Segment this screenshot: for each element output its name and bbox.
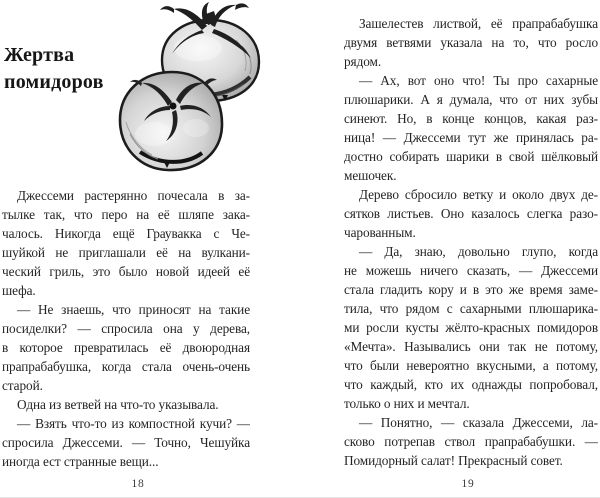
text-line: тылке так, что перо на её шляпе зака- <box>2 207 250 222</box>
text-line: рядом. <box>344 54 382 69</box>
text-line: плюшарики. А я думала, что от них зубы <box>344 92 598 107</box>
text-line: достно собирать шарики в свой шёлковый <box>344 149 598 164</box>
text-line: Помидорный салат! Прекрасный совет. <box>344 453 563 468</box>
text-line: иногда ест странные вещи... <box>2 454 159 469</box>
text-line: Зашелестев листвой, её прапрабабушка <box>359 16 598 31</box>
text-line: прапрабабушка, когда стала очень-очень <box>2 359 250 374</box>
text-line: — Понятно, — сказала Джессеми, ла- <box>359 415 598 430</box>
text-line: ми росли кусты жёлто-красных помидоров <box>344 320 598 335</box>
text-line: ница! — Джессеми тут же принялась ра- <box>344 130 598 145</box>
left-page-number: 18 <box>131 478 145 490</box>
chapter-title-line1: Жертва <box>4 44 75 66</box>
text-line: чалось. Никогда ещё Граувакка с Че- <box>2 226 250 241</box>
text-line: что были невероятно вкусными, а потому, <box>344 358 598 373</box>
text-line: шуйкой не приглашали её на вулкани- <box>2 245 250 260</box>
text-line: двумя ветвями указала на то, что росло <box>344 35 598 50</box>
text-line: мешочек. <box>344 168 397 183</box>
text-line: старой. <box>2 378 43 393</box>
text-line: сково потрепав ствол прапрабабушки. — <box>344 434 598 449</box>
text-line: — Ах, вот оно что! Ты про сахарные <box>359 73 598 88</box>
text-line: Одна из ветвей на что-то указывала. <box>17 397 219 412</box>
two-tomatoes-illustration <box>112 2 272 174</box>
text-line: «Мечта». Назывались они так не потому, <box>344 339 598 354</box>
left-text-column <box>2 186 250 471</box>
chapter-title <box>4 42 104 96</box>
right-page-number: 19 <box>461 478 475 490</box>
text-line: Дерево сбросило ветку и около двух де- <box>359 187 598 202</box>
text-line: только о них и мечтал. <box>344 396 470 411</box>
text-line: синеют. Но, в конце концов, какая раз- <box>344 111 598 126</box>
text-line: Джессеми растерянно почесала в за- <box>17 188 250 203</box>
text-line: — Не знаешь, что приносят на такие <box>17 302 250 317</box>
text-line: чарованным. <box>344 225 416 240</box>
text-line: что каждый, кто их однажды попробовал, <box>344 377 598 392</box>
right-text-column <box>344 14 598 470</box>
text-line: тила, что рядом с сахарными плюшарика- <box>344 301 598 316</box>
text-line: спросила Джессеми. — Точно, Чешуйка <box>2 435 250 450</box>
text-line: стала гладить кору и в это же время заме- <box>344 282 598 297</box>
chapter-title-line2: помидоров <box>4 71 104 93</box>
text-line: не можешь ничего сказать, — Джессеми <box>344 263 598 278</box>
text-line: сятков листьев. Оно казалось слегка разо- <box>344 206 598 221</box>
text-line: в которое превратилась её двоюродная <box>2 340 250 355</box>
text-line: шефа. <box>2 283 36 298</box>
text-line: посиделки? — спросила она у дерева, <box>2 321 250 336</box>
text-line: — Да, знаю, довольно глупо, когда <box>359 244 598 259</box>
tomato-bottom <box>120 72 222 170</box>
text-line: — Взять что-то из компостной кучи? — <box>17 416 250 431</box>
text-line: ческий гриль, это было новой идеей её <box>2 264 250 279</box>
